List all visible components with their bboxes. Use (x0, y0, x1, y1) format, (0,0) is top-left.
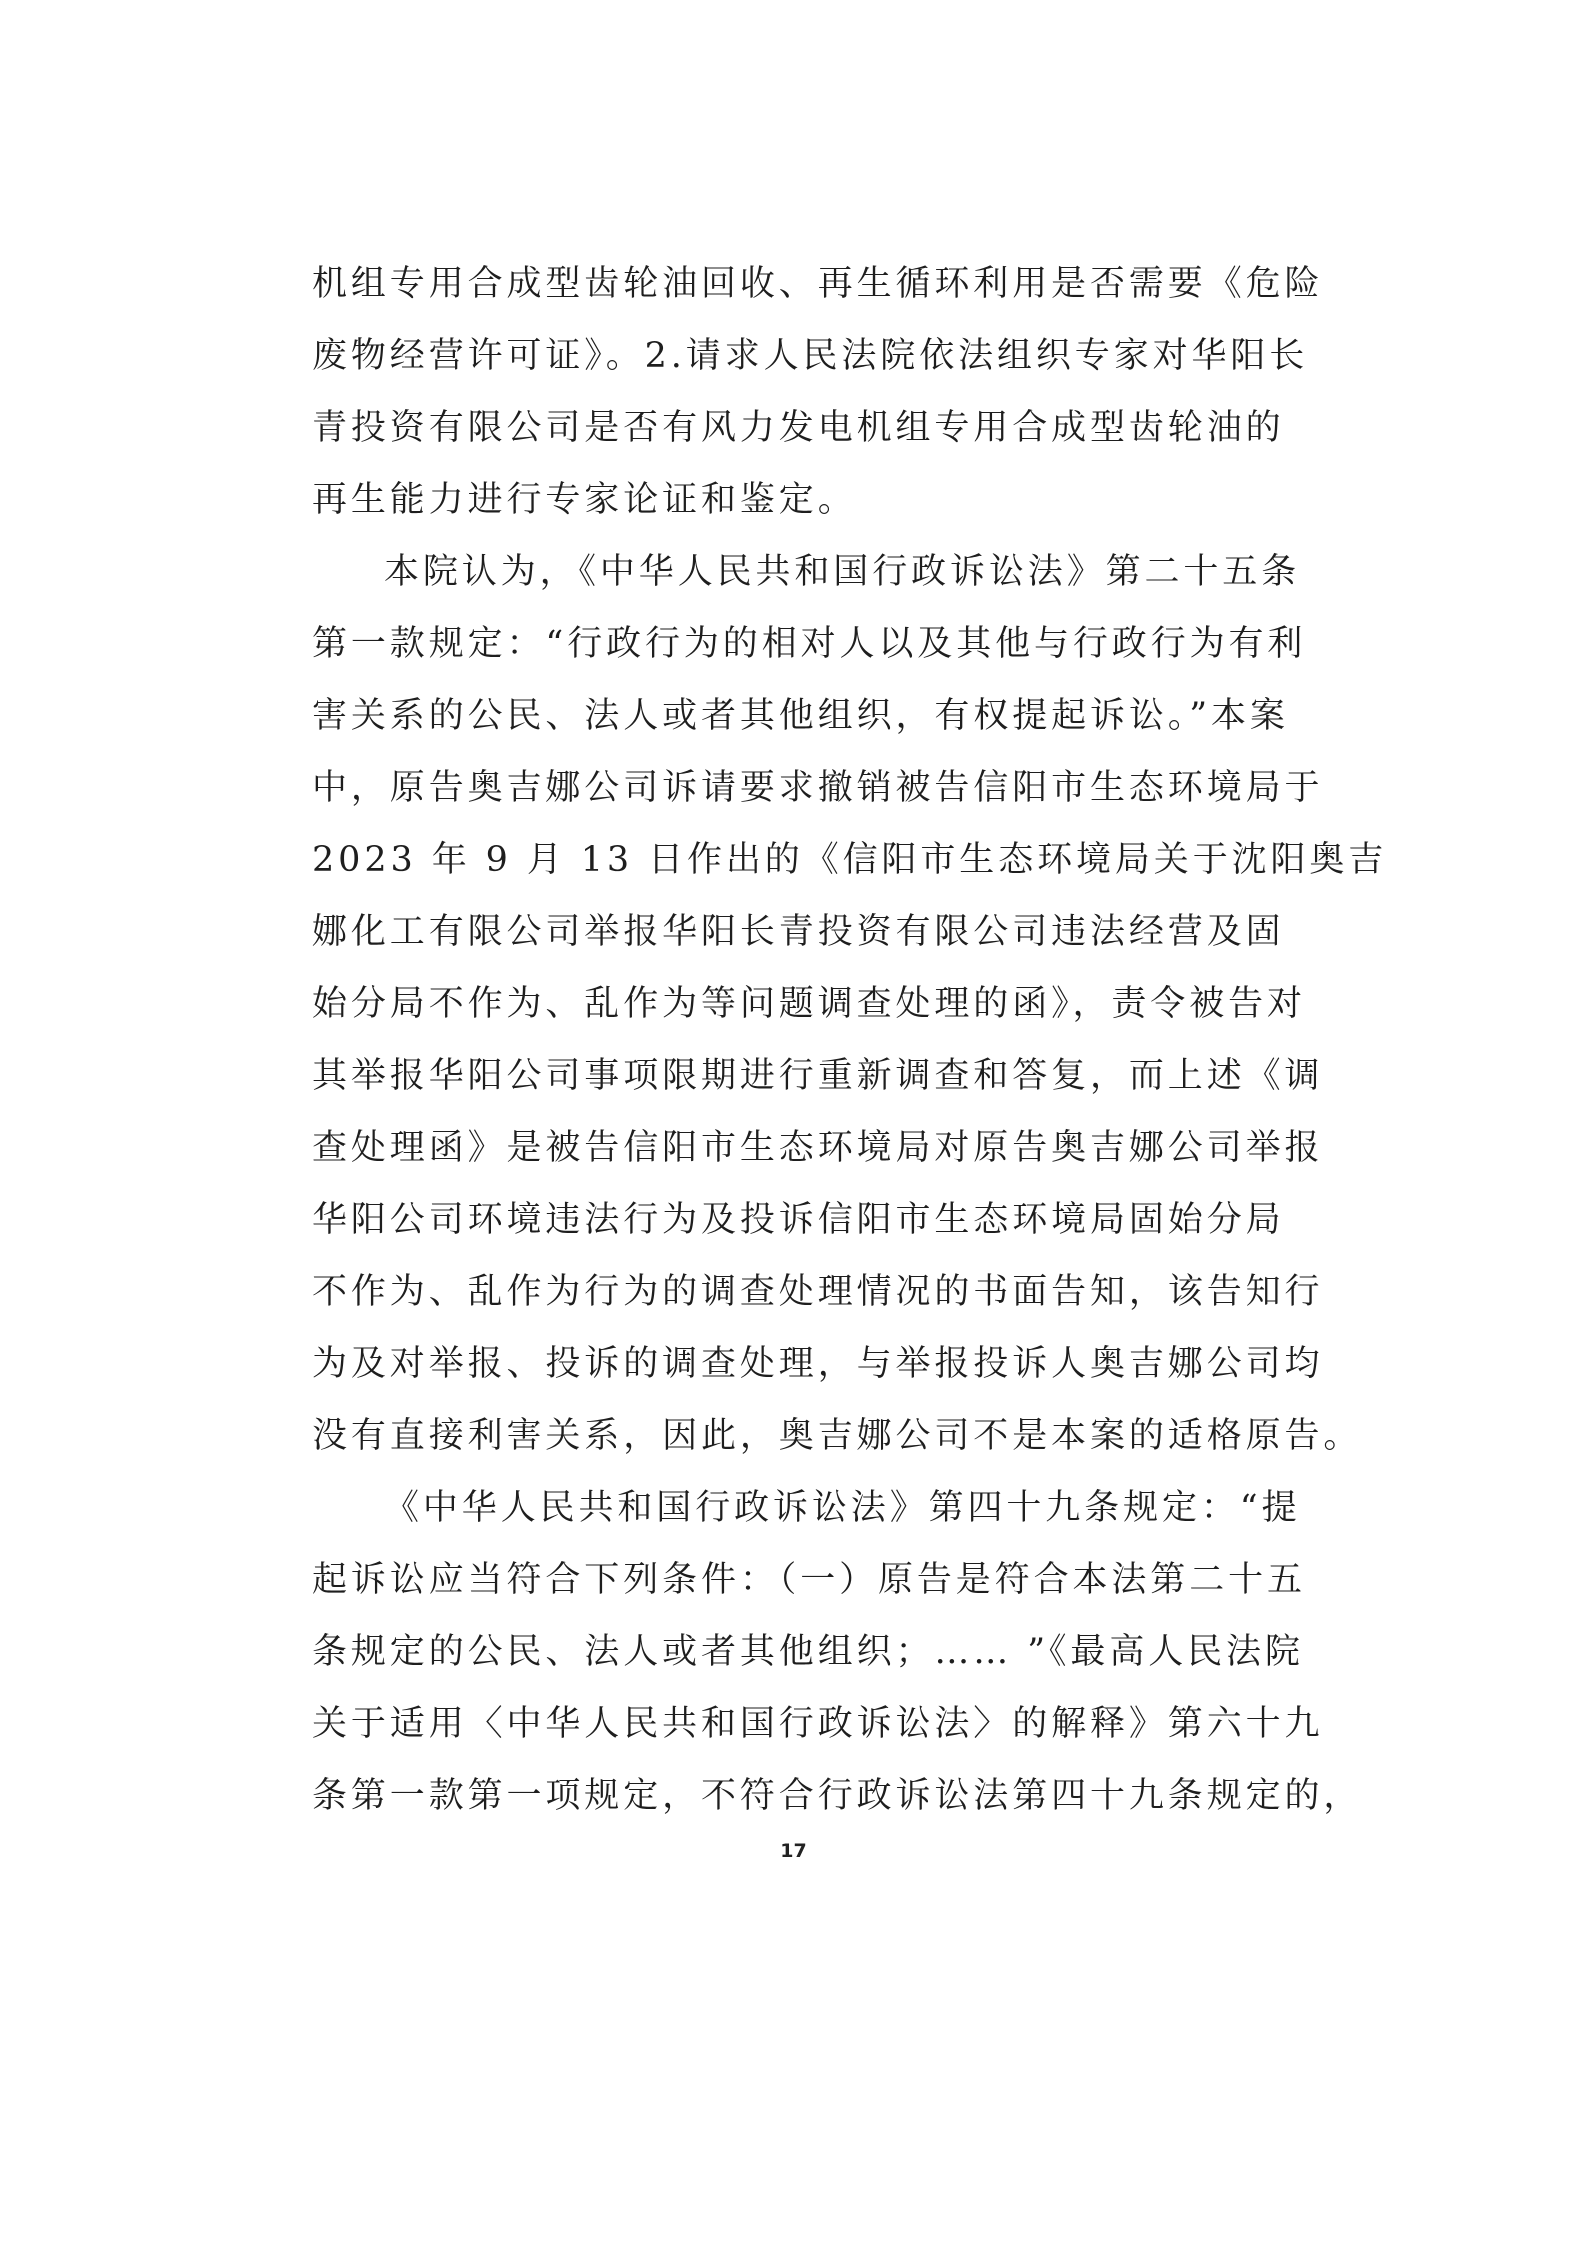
text-line: 废物经营许可证》。2.请求人民法院依法组织专家对华阳长 (312, 336, 1309, 376)
text-line: 始分局不作为、乱作为等问题调查处理的函》，责令被告对 (312, 984, 1306, 1024)
text-line: 害关系的公民、法人或者其他组织，有权提起诉讼。”本案 (312, 696, 1289, 736)
page-number: 17 (780, 1840, 807, 1862)
text-line: 起诉讼应当符合下列条件：（一）原告是符合本法第二十五 (312, 1560, 1306, 1600)
text-line: 娜化工有限公司举报华阳长青投资有限公司违法经营及固 (312, 912, 1285, 952)
text-line: 其举报华阳公司事项限期进行重新调查和答复，而上述《调 (312, 1056, 1324, 1096)
text-line: 为及对举报、投诉的调查处理，与举报投诉人奥吉娜公司均 (312, 1344, 1324, 1384)
text-line: 条第一款第一项规定，不符合行政诉讼法第四十九条规定的， (312, 1776, 1363, 1816)
paragraph-start-line: 本院认为，《中华人民共和国行政诉讼法》第二十五条 (384, 552, 1301, 592)
text-line: 不作为、乱作为行为的调查处理情况的书面告知，该告知行 (312, 1272, 1324, 1312)
body-text (312, 248, 1388, 1832)
text-line: 青投资有限公司是否有风力发电机组专用合成型齿轮油的 (312, 408, 1285, 448)
text-line: 关于适用〈中华人民共和国行政诉讼法〉的解释》第六十九 (312, 1704, 1324, 1744)
text-line: 华阳公司环境违法行为及投诉信阳市生态环境局固始分局 (312, 1200, 1285, 1240)
text-line: 查处理函》是被告信阳市生态环境局对原告奥吉娜公司举报 (312, 1128, 1324, 1168)
text-line: 条规定的公民、法人或者其他组织；…… ”《最高人民法院 (312, 1632, 1304, 1672)
text-line: 第一款规定：“行政行为的相对人以及其他与行政行为有利 (312, 624, 1307, 664)
text-line: 再生能力进行专家论证和鉴定。 (312, 480, 857, 520)
text-line: 中，原告奥吉娜公司诉请要求撤销被告信阳市生态环境局于 (312, 768, 1324, 808)
text-line: 没有直接利害关系，因此，奥吉娜公司不是本案的适格原告。 (312, 1416, 1363, 1456)
text-line: 机组专用合成型齿轮油回收、再生循环利用是否需要《危险 (312, 264, 1324, 304)
text-line: 2023 年 9 月 13 日作出的《信阳市生态环境局关于沈阳奥吉 (312, 840, 1388, 880)
paragraph-start-line: 《中华人民共和国行政诉讼法》第四十九条规定：“提 (384, 1488, 1301, 1528)
